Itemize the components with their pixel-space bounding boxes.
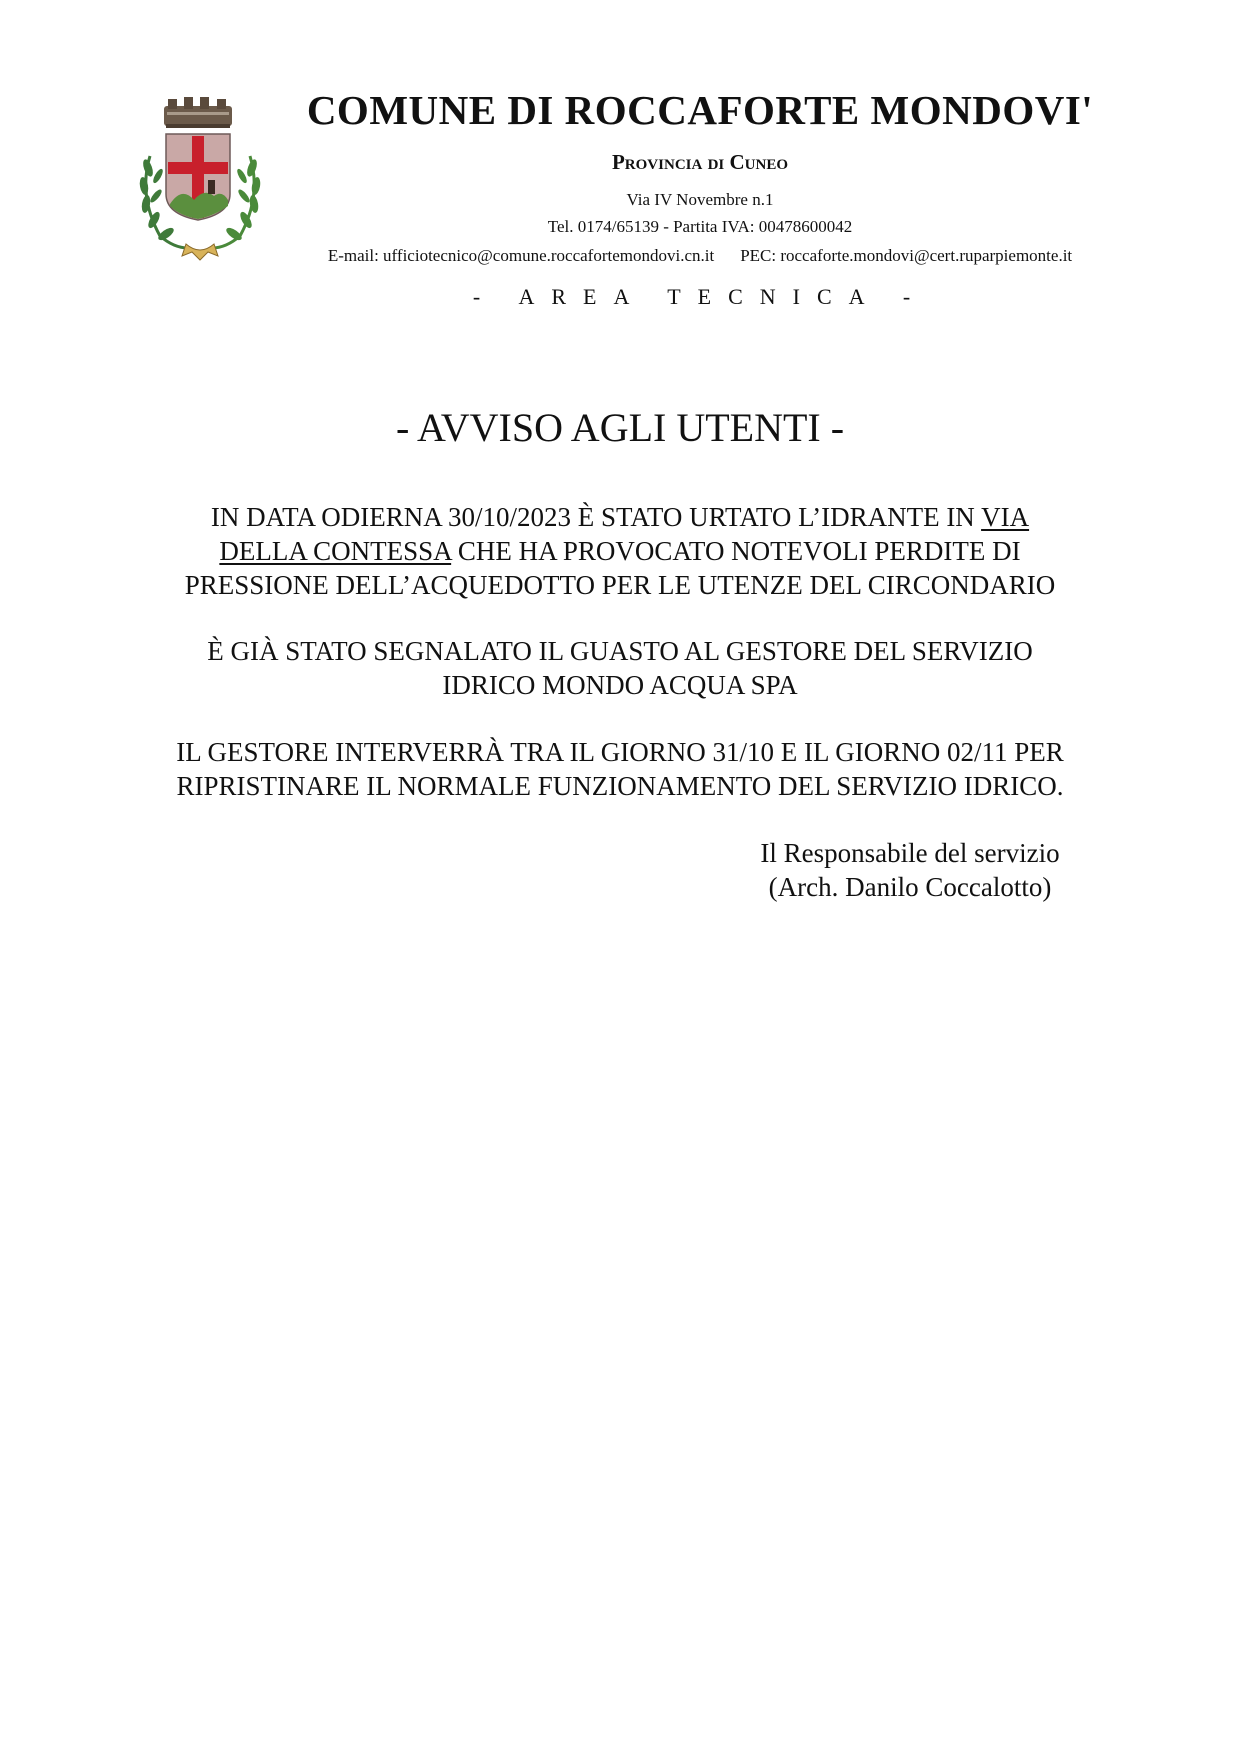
contact-line <box>280 246 1120 266</box>
paragraph-line: PRESSIONE DELL’ACQUEDOTTO PER LE UTENZE DEL CIRCONDARIO <box>184 570 1056 600</box>
pec-text: PEC: roccaforte.mondovi@cert.ruparpiemonte.it <box>740 246 1073 265</box>
coat-of-arms-icon <box>134 96 266 264</box>
phone-vat-line: Tel. 0174/65139 - Partita IVA: 00478600042 <box>547 217 853 236</box>
province-label: Provincia di Cuneo <box>611 150 788 174</box>
street-name-underlined: DELLA CONTESSA <box>219 536 452 566</box>
shield-icon <box>166 134 230 220</box>
notice-paragraph-1 <box>110 500 1130 602</box>
signature-name: (Arch. Danilo Coccalotto) <box>768 872 1052 902</box>
notice-paragraph-2 <box>110 634 1130 702</box>
paragraph-line: RIPRISTINARE IL NORMALE FUNZIONAMENTO DEL SERVIZIO IDRICO. <box>176 771 1064 801</box>
address-line: Via IV Novembre n.1 <box>626 190 774 209</box>
paragraph-line: IL GESTORE INTERVERRÀ TRA IL GIORNO 31/10 E IL GIORNO 02/11 PER <box>176 737 1064 767</box>
area-label: - AREA TECNICA - <box>472 284 928 309</box>
signature-block <box>700 836 1120 904</box>
municipality-title: COMUNE DI ROCCAFORTE MONDOVI' <box>306 87 1094 133</box>
signature-role: Il Responsabile del servizio <box>760 838 1060 868</box>
paragraph-line: IN DATA ODIERNA 30/10/2023 È STATO URTATO L’IDRANTE IN VIA <box>210 502 1030 532</box>
ribbon-icon <box>182 244 218 260</box>
paragraph-line: DELLA CONTESSA CHE HA PROVOCATO NOTEVOLI PERDITE DI <box>219 536 1021 566</box>
crown-icon <box>164 97 232 128</box>
street-name-underlined: VIA <box>981 502 1030 532</box>
paragraph-line: IDRICO MONDO ACQUA SPA <box>442 670 798 700</box>
notice-title: - AVVISO AGLI UTENTI - <box>395 405 845 450</box>
notice-paragraph-3 <box>110 735 1130 803</box>
paragraph-line: È GIÀ STATO SEGNALATO IL GUASTO AL GESTORE DEL SERVIZIO <box>207 636 1033 666</box>
email-text: E-mail: ufficiotecnico@comune.roccafortemondovi.cn.it <box>327 246 715 265</box>
